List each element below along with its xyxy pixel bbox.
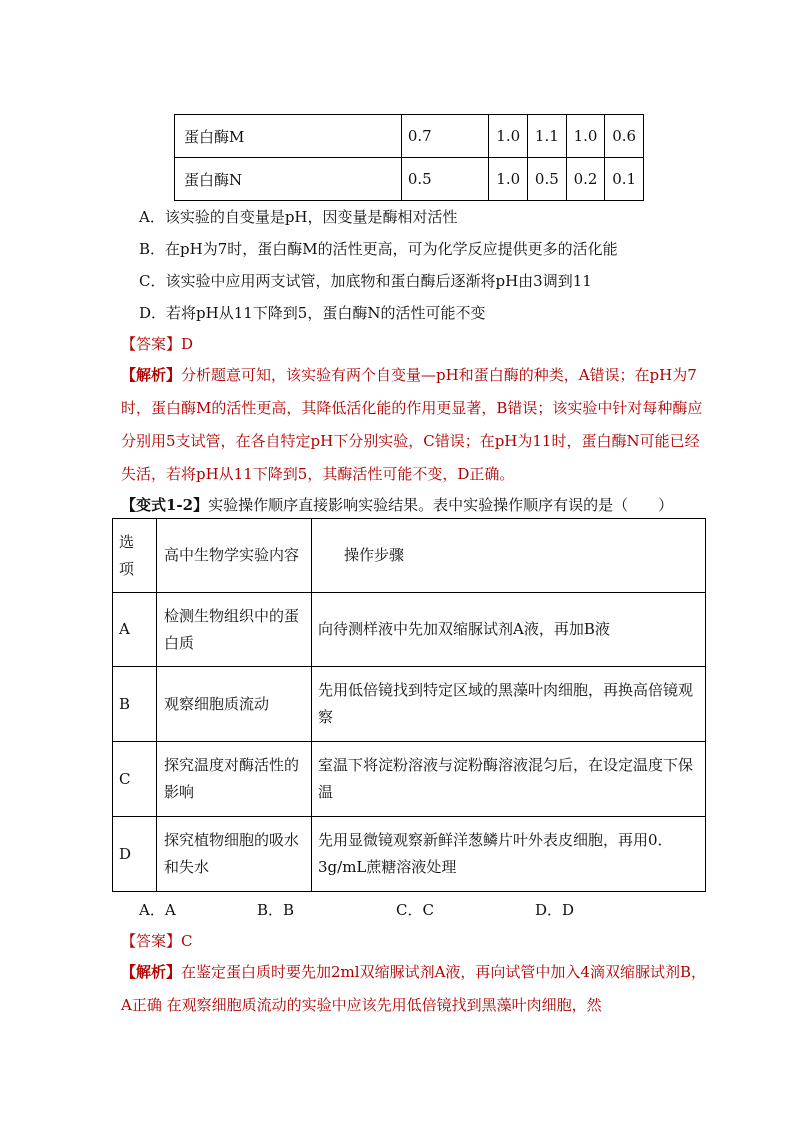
answer-label: 【答案】 bbox=[121, 932, 182, 950]
analysis-paragraph bbox=[121, 956, 711, 1022]
table-header-row bbox=[113, 519, 706, 593]
row-content: 观察细胞质流动 bbox=[157, 667, 312, 742]
table-row bbox=[113, 593, 706, 667]
row-content: 检测生物组织中的蛋白质 bbox=[157, 593, 312, 667]
table-row bbox=[175, 158, 644, 201]
choice-c: C．C bbox=[396, 901, 434, 919]
answer-label: 【答案】 bbox=[121, 335, 182, 353]
activity-value: 1.0 bbox=[489, 158, 528, 201]
answer-value: C bbox=[181, 932, 193, 950]
header-steps: 操作步骤 bbox=[312, 519, 706, 593]
row-option: D bbox=[113, 817, 157, 892]
row-steps: 先用低倍镜找到特定区域的黑藻叶肉细胞，再换高倍镜观察 bbox=[312, 667, 706, 742]
row-steps: 先用显微镜观察新鲜洋葱鳞片叶外表皮细胞，再用0．3g/mL蔗糖溶液处理 bbox=[312, 817, 706, 892]
activity-value: 1.0 bbox=[489, 115, 528, 158]
option-c: C．该实验中应用两支试管，加底物和蛋白酶后逐渐将pH由3调到11 bbox=[139, 272, 592, 290]
activity-value: 0.1 bbox=[605, 158, 644, 201]
choice-b: B．B bbox=[257, 901, 295, 919]
activity-value: 0.5 bbox=[401, 158, 489, 201]
enzyme-activity-table bbox=[174, 114, 644, 201]
answer-value: D bbox=[181, 335, 194, 353]
answer-line bbox=[121, 930, 193, 951]
table-row bbox=[113, 667, 706, 742]
analysis-label: 【解析】 bbox=[121, 963, 182, 981]
analysis-text: 在鉴定蛋白质时要先加2ml双缩脲试剂A液，再向试管中加入4滴双缩脲试剂B，A正确 在观察细胞质流动的实验中应该先用低倍镜找到黑藻叶肉细胞，然 bbox=[121, 963, 706, 1014]
activity-value: 1.0 bbox=[566, 115, 605, 158]
row-option: B bbox=[113, 667, 157, 742]
choice-a: A．A bbox=[139, 901, 176, 919]
row-steps: 室温下将淀粉溶液与淀粉酶溶液混匀后，在设定温度下保温 bbox=[312, 742, 706, 817]
choice-d: D．D bbox=[535, 901, 575, 919]
analysis-text: 分析题意可知，该实验有两个自变量—pH和蛋白酶的种类，A错误；在pH为7时，蛋白酶M的活性更高，其降低活化能的作用更显著，B错误；该实验中针对每种酶应分别用5支试管，在各自特定pH下分别实验，C错误；在pH为11时，蛋白酶N可能已经失活，若将pH从11下降到5，其酶活性可能不变，D正确。 bbox=[121, 366, 703, 483]
table-row bbox=[175, 115, 644, 158]
question-label: 【变式1-2】 bbox=[121, 496, 209, 514]
row-steps: 向待测样液中先加双缩脲试剂A液，再加B液 bbox=[312, 593, 706, 667]
activity-value: 1.1 bbox=[528, 115, 567, 158]
table-row bbox=[113, 817, 706, 892]
row-content: 探究植物细胞的吸水和失水 bbox=[157, 817, 312, 892]
analysis-label: 【解析】 bbox=[121, 366, 182, 384]
activity-value: 0.6 bbox=[605, 115, 644, 158]
activity-value: 0.2 bbox=[566, 158, 605, 201]
header-option: 选项 bbox=[113, 519, 157, 593]
row-option: C bbox=[113, 742, 157, 817]
option-b: B．在pH为7时，蛋白酶M的活性更高，可为化学反应提供更多的活化能 bbox=[139, 240, 618, 258]
enzyme-name: 蛋白酶M bbox=[175, 115, 402, 158]
option-a: A．该实验的自变量是pH，因变量是酶相对活性 bbox=[139, 208, 458, 226]
activity-value: 0.7 bbox=[401, 115, 489, 158]
option-d: D．若将pH从11下降到5，蛋白酶N的活性可能不变 bbox=[139, 304, 486, 322]
experiment-table bbox=[112, 518, 706, 892]
row-content: 探究温度对酶活性的影响 bbox=[157, 742, 312, 817]
analysis-paragraph bbox=[121, 359, 711, 491]
enzyme-name: 蛋白酶N bbox=[175, 158, 402, 201]
answer-line bbox=[121, 333, 193, 354]
row-option: A bbox=[113, 593, 157, 667]
table-row bbox=[113, 742, 706, 817]
header-content: 高中生物学实验内容 bbox=[157, 519, 312, 593]
activity-value: 0.5 bbox=[528, 158, 567, 201]
question-text: 实验操作顺序直接影响实验结果。表中实验操作顺序有误的是（ ） bbox=[208, 496, 674, 514]
question-stem bbox=[121, 494, 673, 515]
